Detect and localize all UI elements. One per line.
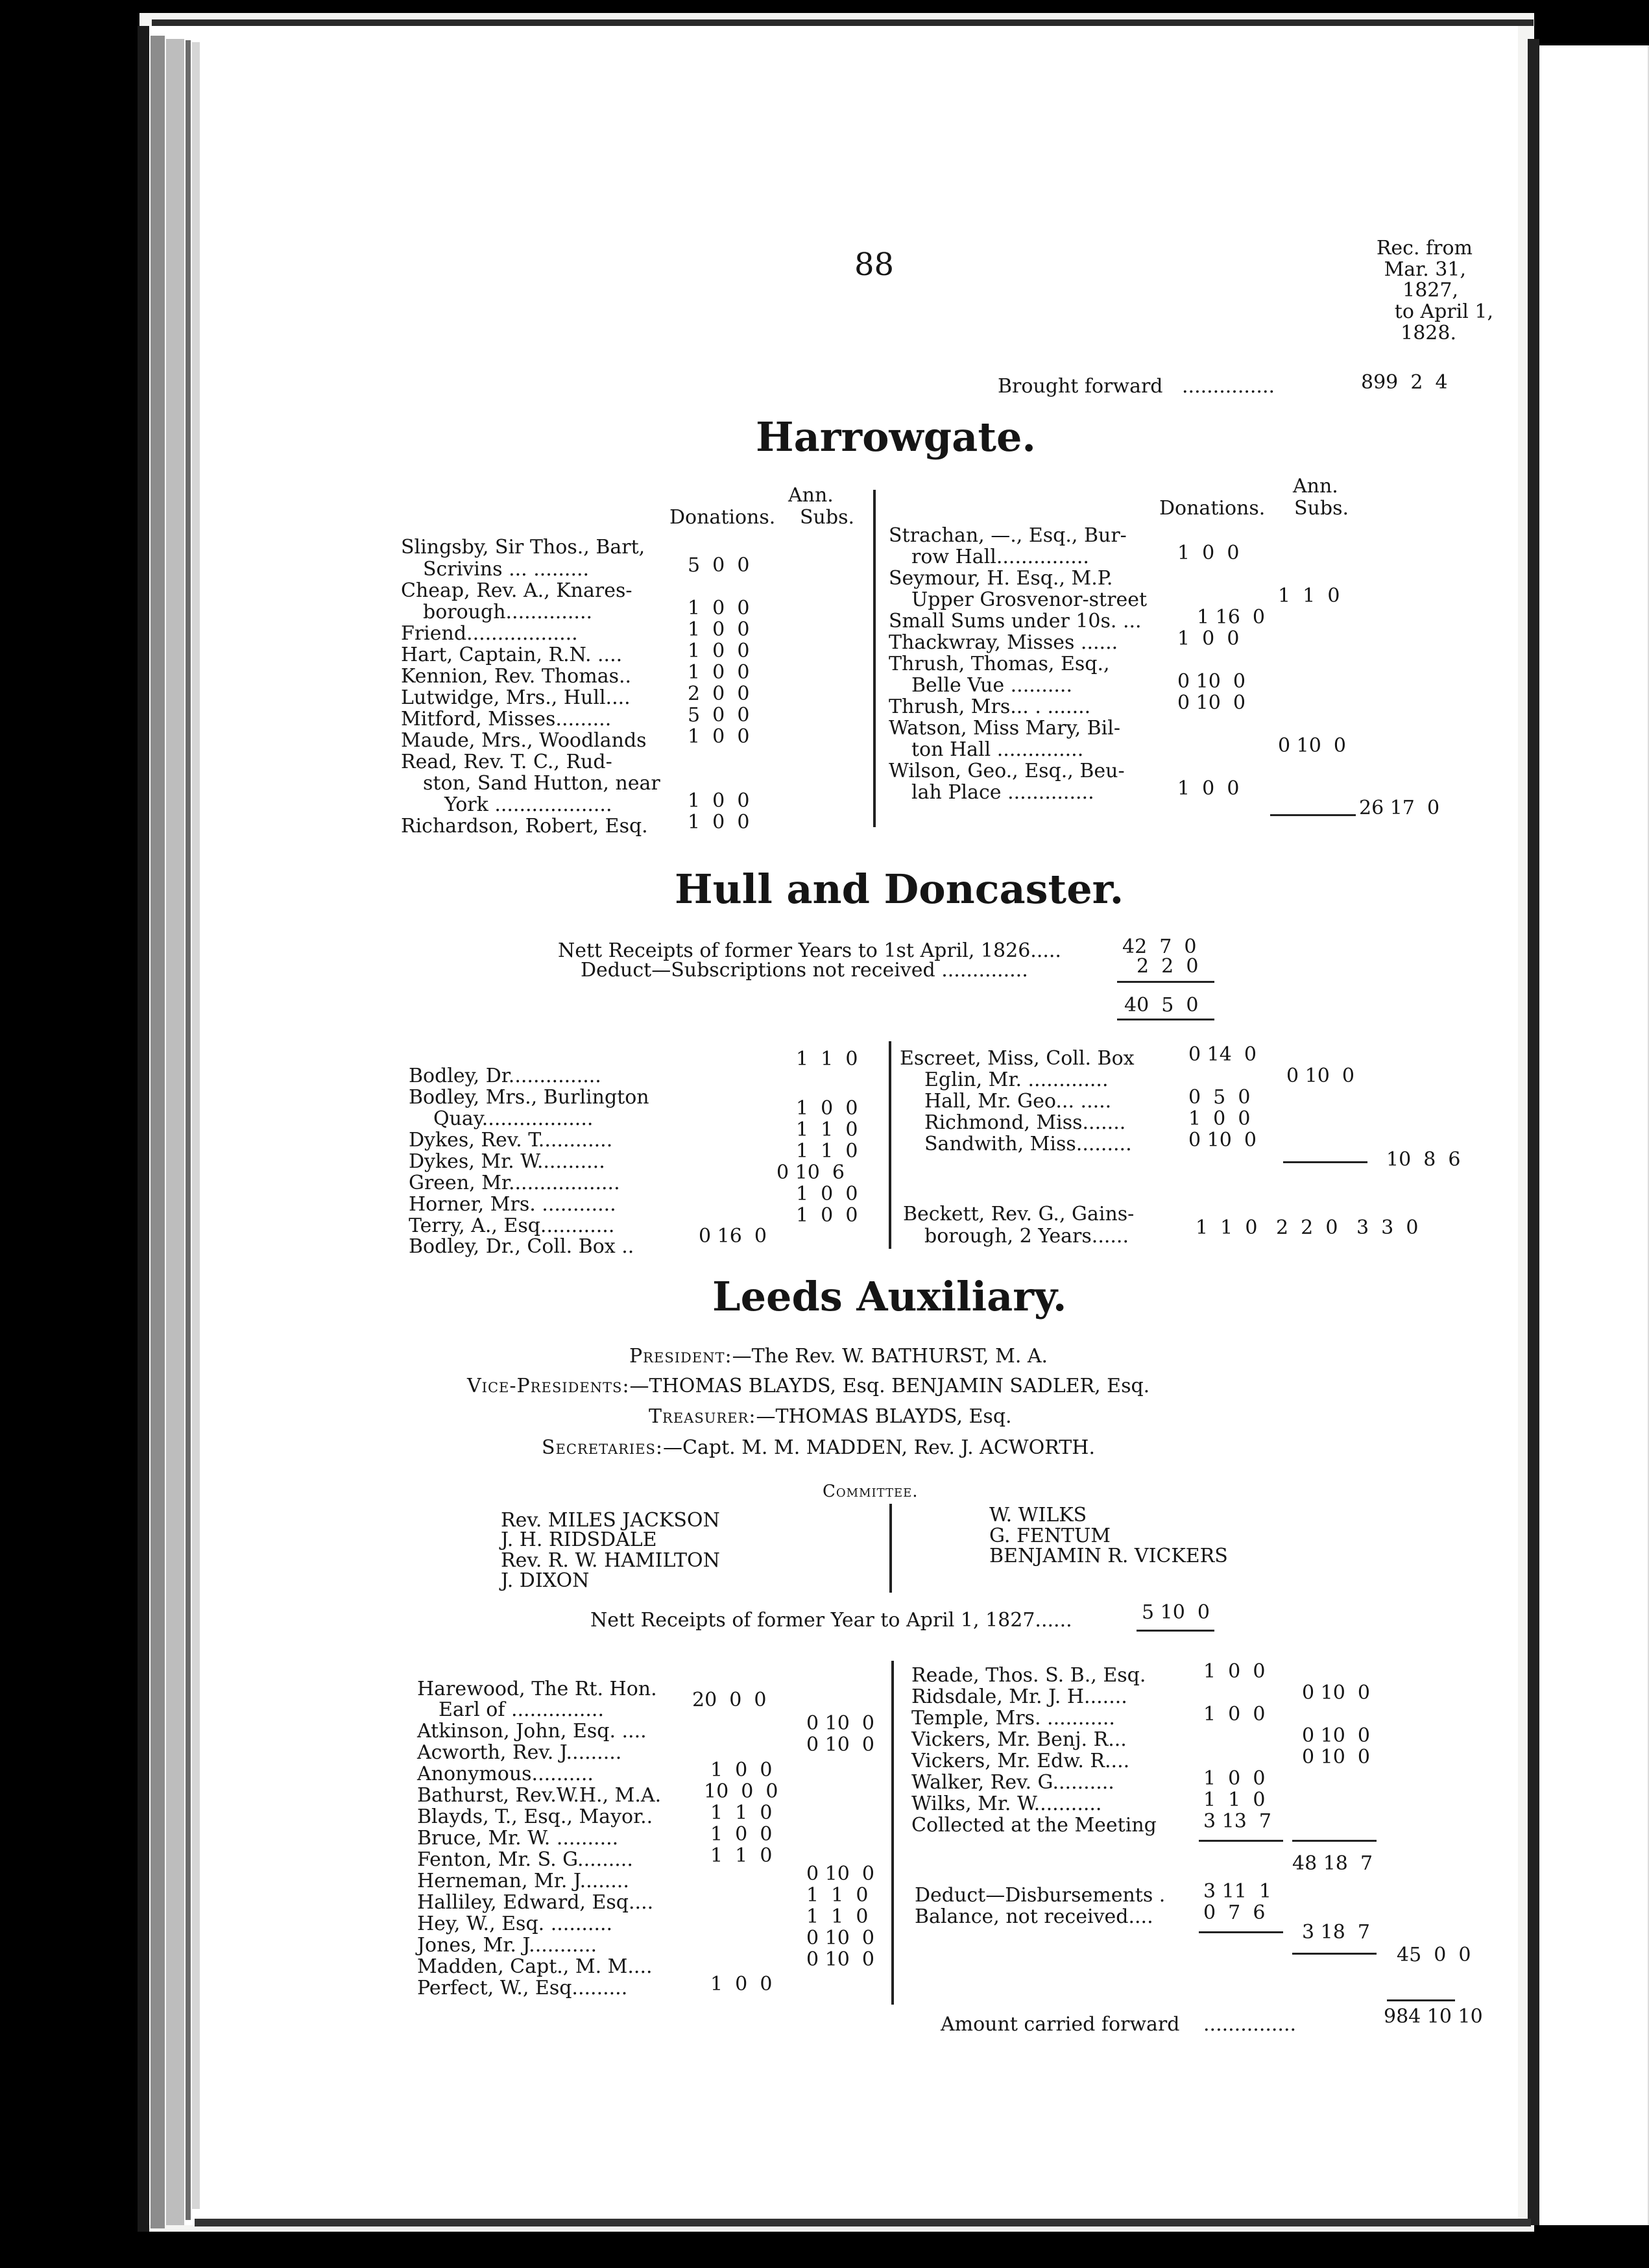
donation-value: 10 0 0 [704,1780,778,1803]
list-item: Ridsdale, Mr. J. H....... [911,1685,1127,1708]
list-item: Strachan, —., Esq., Bur- [889,524,1127,547]
list-item: Eglin, Mr. ............. [924,1068,1109,1091]
subscription-value: 1 0 0 [796,1204,858,1227]
subscription-value: 0 10 0 [806,1863,874,1885]
list-item: Bodley, Mrs., Burlington [409,1086,649,1109]
list-item: Cheap, Rev. A., Knares- [401,579,632,602]
list-item: Madden, Capt., M. M.... [417,1955,653,1978]
header-right-line-1: Rec. from [1376,237,1473,259]
list-item: Jones, Mr. J........... [417,1934,597,1957]
donation-value: 1 0 0 [688,811,750,834]
list-item: Mitford, Misses......... [401,708,612,730]
committee-member: J. DIXON [501,1569,590,1592]
committee-divider [889,1504,892,1593]
harrowgate-total-rule [1270,814,1356,816]
subscription-value: 1 1 0 [806,1905,869,1928]
list-item: Bodley, Dr............... [409,1065,601,1087]
list-item: Terry, A., Esq............ [409,1214,615,1237]
leeds-secretaries [542,1438,1095,1458]
list-item: Horner, Mrs. ............ [409,1193,616,1216]
list-item: Watson, Miss Mary, Bil- [889,717,1121,740]
hull-subtotal-underline [1117,1019,1214,1020]
leeds-nett-label: Nett Receipts of former Year to April 1, 1827...... [590,1609,1072,1632]
donation-value: 1 0 0 [1177,627,1240,650]
subscription-value: 1 1 0 [796,1118,858,1141]
donation-value: 1 0 0 [688,725,750,748]
list-item: Bruce, Mr. W. .......... [417,1827,619,1850]
subscription-value: 0 10 0 [1302,1746,1370,1768]
subscription-value: 0 10 0 [806,1948,874,1971]
list-item: Harewood, The Rt. Hon. [417,1678,657,1700]
donation-value: 0 10 0 [1188,1129,1257,1152]
hull-deduct-value: 2 2 0 [1137,955,1199,978]
harrowgate-left-ann: Ann. [788,484,834,507]
subscription-value: 1 1 0 [1278,585,1340,607]
donation-value: 0 5 0 [1188,1086,1251,1109]
leeds-committee-label: Committee. [823,1482,919,1501]
leeds-deduct-value: 3 11 1 [1203,1880,1271,1903]
leeds-divider [891,1661,894,2005]
list-item: Belle Vue .......... [911,674,1072,697]
committee-member: Rev. R. W. HAMILTON [501,1549,720,1572]
list-item: Upper Grosvenor-street [911,588,1148,611]
donation-value: 1 1 0 [710,1844,773,1867]
header-right-line-5: 1828. [1401,322,1456,344]
list-item: Richmond, Miss....... [924,1111,1126,1134]
hull-divider [889,1041,891,1249]
hull-beckett-line-1: Beckett, Rev. G., Gains- [903,1203,1135,1225]
subscription-value: 1 0 0 [796,1097,858,1120]
brought-forward-label: Brought forward [998,375,1163,398]
hull-nett-label: Nett Receipts of former Years to 1st April, 1826..... [558,939,1061,962]
list-item: lah Place .............. [911,781,1094,804]
subscription-value: 0 10 0 [1302,1682,1370,1704]
donation-value: 3 13 7 [1203,1810,1271,1833]
list-item: Slingsby, Sir Thos., Bart, [401,536,645,559]
donation-value: 1 0 0 [710,1973,773,1996]
list-item: Wilks, Mr. W........... [911,1792,1102,1815]
donation-value: 1 0 0 [688,597,750,620]
list-item: Bathurst, Rev.W.H., M.A. [417,1784,662,1807]
donation-value: 1 0 0 [1203,1660,1266,1683]
leeds-treasurer [649,1406,1012,1427]
treasurer-value: —THOMAS BLAYDS, Esq. [756,1405,1012,1428]
donation-value: 1 0 0 [688,661,750,684]
donation-value: 1 0 0 [688,640,750,662]
leeds-balance-label: Balance, not received.... [915,1905,1153,1928]
hull-right-total-rule [1283,1161,1367,1163]
donation-value: 1 0 0 [688,618,750,641]
list-item: Green, Mr.................. [409,1172,620,1194]
committee-member: J. H. RIDSDALE [501,1528,657,1551]
hull-right-total: 10 8 6 [1386,1148,1461,1171]
treasurer-label: Treasurer: [649,1405,756,1428]
leeds-nett-value: 5 10 0 [1142,1601,1210,1624]
list-item: Maude, Mrs., Woodlands [401,729,647,752]
leeds-deduct-label: Deduct—Disbursements . [915,1884,1166,1907]
list-item: Earl of ............... [439,1698,604,1721]
brought-forward-leader: ............... [1182,375,1275,398]
list-item: row Hall............... [911,546,1089,568]
hull-subtotal: 40 5 0 [1124,994,1199,1017]
list-item: borough.............. [423,601,593,623]
donation-value: 20 0 0 [692,1689,767,1711]
page-number: 88 [854,247,895,283]
hull-deduct-label: Deduct—Subscriptions not received .............. [581,959,1028,982]
list-item: Reade, Thos. S. B., Esq. [911,1664,1146,1687]
donation-value: 1 0 0 [1203,1767,1266,1790]
leeds-sum-rule-right [1292,1840,1377,1842]
list-item: Walker, Rev. G.......... [911,1771,1114,1794]
list-item: Richardson, Robert, Esq. [401,815,648,838]
harrowgate-right-donations: Donations. [1159,497,1266,520]
list-item: Perfect, W., Esq......... [417,1977,628,1999]
list-item: Wilson, Geo., Esq., Beu- [889,760,1125,782]
list-item: Thackwray, Misses ...... [889,631,1118,654]
leeds-nett-underline [1137,1630,1214,1632]
committee-member: W. WILKS [989,1504,1087,1526]
list-item: York ................... [444,793,612,816]
hull-subtotal-rule [1117,981,1214,983]
donation-value: 0 16 0 [699,1225,767,1248]
donation-value: 0 10 0 [1177,692,1246,714]
list-item: Escreet, Miss, Coll. Box [900,1047,1135,1070]
donation-value: 1 0 0 [688,790,750,812]
carried-forward-label: Amount carried forward [941,2013,1180,2036]
subscription-value: 1 0 0 [796,1183,858,1205]
subscription-value: 0 10 0 [1286,1065,1354,1087]
list-item: Hall, Mr. Geo... ..... [924,1090,1112,1113]
hull-title: Hull and Doncaster. [675,865,1124,913]
donation-value: 1 1 0 [710,1802,773,1824]
list-item: Anonymous.......... [417,1763,594,1785]
list-item: Acworth, Rev. J......... [417,1741,622,1764]
hull-beckett-values: 1 1 0 2 2 0 3 3 0 [1196,1216,1419,1239]
list-item: Small Sums under 10s. ... [889,610,1142,633]
subscription-value: 0 10 0 [806,1927,874,1949]
carried-forward-value: 984 10 10 [1384,2005,1483,2028]
harrowgate-left-donations: Donations. [669,506,776,529]
vice-label: Vice-Presidents: [467,1375,630,1397]
list-item: Lutwidge, Mrs., Hull.... [401,686,631,709]
secretaries-value: —Capt. M. M. MADDEN, Rev. J. ACWORTH. [663,1436,1095,1459]
hull-beckett-line-2: borough, 2 Years...... [924,1225,1129,1248]
donation-value: 1 0 0 [1188,1107,1251,1130]
leeds-deduct-total: 3 18 7 [1302,1921,1370,1944]
donation-value: 1 1 0 [1203,1789,1266,1811]
list-item: Dykes, Rev. T............ [409,1129,613,1152]
list-item: Friend.................. [401,622,578,645]
harrowgate-total: 26 17 0 [1359,797,1440,819]
leeds-title: Leeds Auxiliary. [712,1273,1067,1320]
secretaries-label: Secretaries: [542,1436,664,1459]
committee-member: BENJAMIN R. VICKERS [989,1545,1228,1567]
subscription-value: 0 10 0 [1278,734,1346,757]
subscription-value: 0 10 0 [1302,1724,1370,1747]
list-item: Blayds, T., Esq., Mayor.. [417,1805,653,1828]
subscription-value: 1 1 0 [806,1884,869,1907]
harrowgate-divider [873,490,876,827]
donation-value: 2 0 0 [688,682,750,705]
donation-value: 1 0 0 [1203,1703,1266,1726]
list-item: Hart, Captain, R.N. .... [401,644,623,666]
list-item: Dykes, Mr. W........... [409,1150,605,1173]
donation-value: 1 0 0 [1177,777,1240,800]
list-item: Read, Rev. T. C., Rud- [401,751,612,773]
leeds-balance-value: 0 7 6 [1203,1901,1266,1924]
brought-forward-value: 899 2 4 [1361,371,1448,394]
list-item: Quay.................. [433,1107,594,1130]
committee-member: G. FENTUM [989,1525,1111,1547]
list-item: Temple, Mrs. ........... [911,1707,1115,1730]
subscription-value: 0 10 0 [806,1712,874,1735]
donation-value: 1 0 0 [710,1759,773,1781]
harrowgate-right-ann: Ann. [1293,475,1338,498]
vice-value: —THOMAS BLAYDS, Esq. BENJAMIN SADLER, Esq. [629,1375,1150,1397]
list-item: Halliley, Edward, Esq.... [417,1891,654,1914]
carried-forward-rule [1387,1999,1455,2001]
header-right-line-4: to April 1, [1394,300,1493,323]
list-item: Sandwith, Miss......... [924,1133,1132,1155]
donation-value: 0 14 0 [1188,1043,1257,1066]
list-item: Scrivins ... ......... [423,558,590,581]
subscription-value: 1 1 0 [796,1048,858,1070]
header-right-line-2: Mar. 31, [1384,258,1466,281]
list-item: Collected at the Meeting [911,1814,1157,1837]
list-item: Vickers, Mr. Benj. R... [911,1728,1127,1751]
donation-value: 1 0 0 [1177,542,1240,564]
list-item: Kennion, Rev. Thomas.. [401,665,632,688]
subscription-value: 0 10 0 [806,1733,874,1756]
list-item: Thrush, Mrs... . ....... [889,695,1091,718]
list-item: Herneman, Mr. J........ [417,1870,629,1892]
harrowgate-title: Harrowgate. [756,413,1037,461]
list-item: Vickers, Mr. Edw. R.... [911,1750,1130,1772]
hull-nett-value: 42 7 0 [1122,935,1197,958]
subscription-value: 1 1 0 [796,1140,858,1163]
president-label: President: [629,1345,732,1368]
leeds-deduct-rule [1199,1931,1283,1933]
subscription-value: 0 10 6 [776,1161,845,1184]
list-item: Bodley, Dr., Coll. Box .. [409,1235,634,1258]
header-right-line-3: 1827, [1402,279,1458,302]
list-item: ston, Sand Hutton, near [423,772,660,795]
leeds-final-rule [1292,1953,1377,1955]
donation-value: 1 0 0 [710,1823,773,1846]
donation-value: 5 0 0 [688,554,750,577]
leeds-vice-presidents [467,1376,1149,1397]
carried-forward-leader: ............... [1203,2013,1297,2036]
list-item: Atkinson, John, Esq. .... [417,1720,647,1743]
president-value: —The Rev. W. BATHURST, M. A. [732,1345,1048,1368]
list-item: Thrush, Thomas, Esq., [889,653,1110,675]
donation-value: 0 10 0 [1177,670,1246,693]
list-item: Hey, W., Esq. .......... [417,1912,613,1935]
list-item: Seymour, H. Esq., M.P. [889,567,1113,590]
donation-value: 5 0 0 [688,704,750,727]
leeds-president [629,1346,1048,1367]
leeds-sum-rule [1199,1840,1283,1842]
donation-value: 1 16 0 [1197,606,1265,629]
list-item: ton Hall .............. [911,738,1084,761]
committee-member: Rev. MILES JACKSON [501,1509,720,1532]
list-item: Fenton, Mr. S. G......... [417,1848,633,1871]
leeds-sum: 48 18 7 [1292,1852,1373,1875]
leeds-final: 45 0 0 [1397,1944,1471,1966]
harrowgate-left-subs: Subs. [800,506,855,529]
harrowgate-right-subs: Subs. [1294,497,1349,520]
